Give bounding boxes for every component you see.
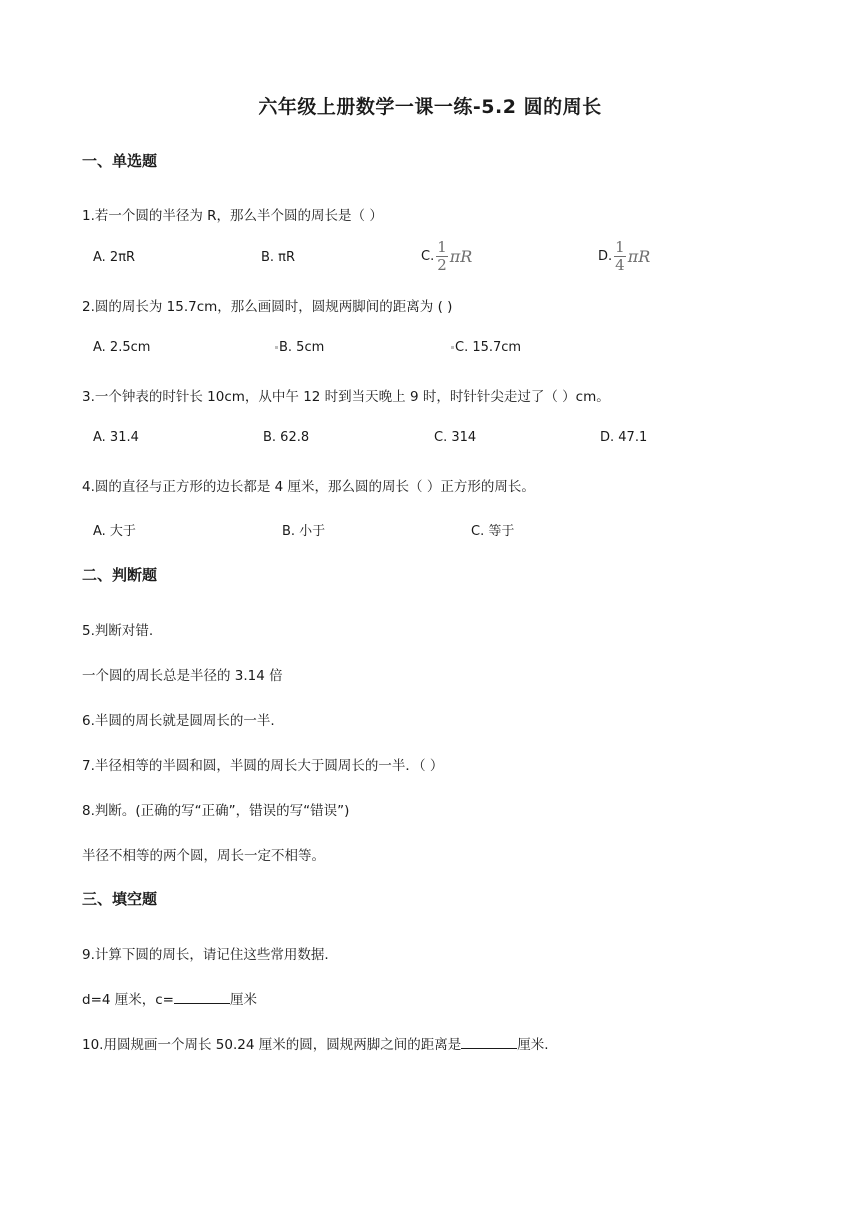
question-7: 7.半径相等的半圆和圆，半圆的周长大于圆周长的一半．（ ）	[82, 758, 444, 774]
q1-d-numerator: 1	[615, 238, 625, 256]
q2-option-b	[275, 340, 324, 355]
q2-option-c	[451, 340, 521, 355]
q9-prefix: d=4 厘米，c=	[82, 992, 174, 1008]
section-heading-single-choice: 一、单选题	[82, 152, 158, 170]
q9-answer-blank[interactable]	[174, 989, 230, 1004]
question-8-statement: 半径不相等的两个圆，周长一定不相等。	[82, 848, 325, 864]
q2-option-a: A. 2.5cm	[93, 340, 151, 355]
question-3: 3.一个钟表的时针长 10cm，从中午 12 时到当天晚上 9 时，时针针尖走过了（ ）cm。	[82, 389, 610, 405]
q1-c-numerator: 1	[437, 238, 447, 256]
question-5-statement: 一个圆的周长总是半径的 3.14 倍	[82, 668, 283, 684]
section-heading-true-false: 二、判断题	[82, 566, 158, 584]
q1-option-d-prefix: D.	[598, 249, 613, 264]
q2-option-c-label: C. 15.7cm	[455, 340, 522, 355]
question-8: 8.判断。(正确的写“正确”，错误的写“错误”)	[82, 803, 350, 819]
question-6: 6.半圆的周长就是圆周长的一半.	[82, 713, 275, 729]
q1-d-denominator: 4	[615, 256, 625, 274]
document-title: 六年级上册数学一课一练-5.2 圆的周长	[258, 96, 602, 118]
dot-mark	[451, 346, 454, 349]
q3-option-d: D. 47.1	[600, 430, 648, 445]
q1-option-d-fraction	[614, 240, 626, 273]
question-10	[82, 1033, 549, 1053]
q10-answer-blank[interactable]	[461, 1034, 517, 1049]
question-9-line	[82, 988, 257, 1008]
q1-option-c-prefix: C.	[421, 249, 435, 264]
question-9: 9.计算下圆的周长，请记住这些常用数据.	[82, 947, 329, 963]
q4-option-a: A. 大于	[93, 524, 136, 539]
section-heading-fill-blank: 三、填空题	[82, 890, 158, 908]
q1-option-c-pi-r: πR	[449, 247, 473, 266]
question-4: 4.圆的直径与正方形的边长都是 4 厘米，那么圆的周长（ ）正方形的周长。	[82, 479, 535, 495]
q1-c-denominator: 2	[437, 256, 447, 274]
q2-option-b-label: B. 5cm	[279, 340, 325, 355]
question-1: 1.若一个圆的半径为 R，那么半个圆的周长是（ ）	[82, 208, 383, 224]
q10-suffix: 厘米.	[517, 1037, 549, 1053]
q1-option-c-fraction	[436, 240, 448, 273]
q1-option-a: A. 2πR	[93, 250, 136, 265]
q1-option-c	[421, 240, 472, 273]
question-2: 2.圆的周长为 15.7cm，那么画圆时，圆规两脚间的距离为 ( )	[82, 299, 453, 315]
q10-prefix: 10.用圆规画一个周长 50.24 厘米的圆，圆规两脚之间的距离是	[82, 1037, 462, 1053]
q1-option-d	[598, 240, 650, 273]
q3-option-c: C. 314	[434, 430, 477, 445]
q1-option-d-pi-r: πR	[627, 247, 651, 266]
q4-option-b: B. 小于	[282, 524, 326, 539]
q4-option-c: C. 等于	[471, 524, 515, 539]
q3-option-b: B. 62.8	[263, 430, 310, 445]
question-5: 5.判断对错.	[82, 623, 154, 639]
dot-mark	[275, 346, 278, 349]
q1-option-b: B. πR	[261, 250, 296, 265]
q9-suffix: 厘米	[230, 992, 257, 1008]
q3-option-a: A. 31.4	[93, 430, 139, 445]
